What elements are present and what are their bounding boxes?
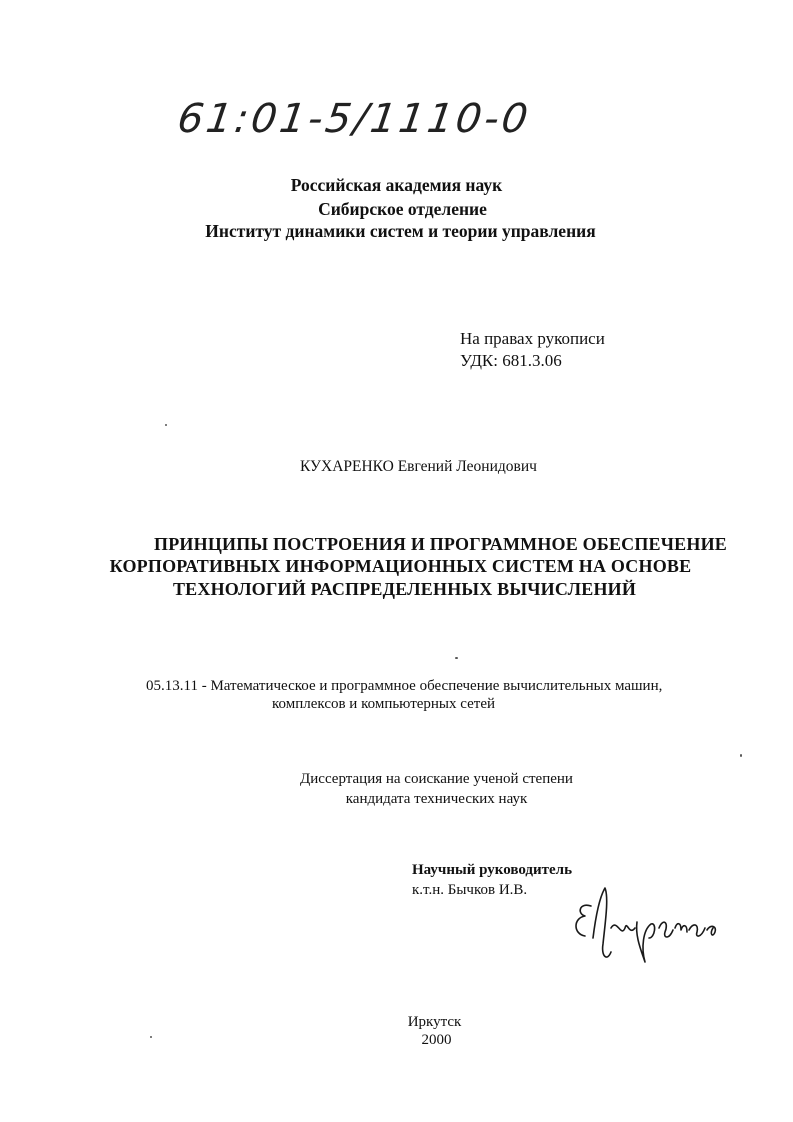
scan-speck (740, 754, 742, 757)
rights-label: На правах рукописи (460, 329, 605, 348)
city: Иркутск (407, 1014, 462, 1030)
advisor-name: к.т.н. Бычков И.В. (412, 882, 528, 898)
advisor-label: Научный руководитель (412, 862, 572, 878)
signature (565, 878, 735, 968)
author-name: КУХАРЕНКО Евгений Леонидович (300, 458, 537, 475)
title-line-1: ПРИНЦИПЫ ПОСТРОЕНИЯ И ПРОГРАММНОЕ ОБЕСПЕЧЕНИЕ (154, 534, 727, 554)
specialty-line-2: комплексов и компьютерных сетей (272, 696, 496, 712)
degree-line-1: Диссертация на соискание ученой степени (300, 771, 573, 787)
title-line-2: КОРПОРАТИВНЫХ ИНФОРМАЦИОННЫХ СИСТЕМ НА ОСНОВЕ (109, 556, 692, 576)
degree-line-2: кандидата технических наук (345, 791, 528, 807)
organization-line-1: Российская академия наук (290, 175, 503, 195)
scan-speck (455, 657, 458, 659)
archive-number: 61:01-5/1110-0 (174, 96, 534, 142)
organization-line-2: Сибирское отделение (318, 199, 487, 219)
scan-speck (150, 1036, 152, 1038)
advisor-block (412, 860, 572, 900)
organization-line-3: Институт динамики систем и теории управления (205, 221, 596, 241)
scan-speck (165, 424, 167, 426)
udc-code: УДК: 681.3.06 (460, 351, 562, 370)
title-line-3: ТЕХНОЛОГИЙ РАСПРЕДЕЛЕННЫХ ВЫЧИСЛЕНИЙ (172, 579, 637, 599)
year: 2000 (421, 1032, 452, 1048)
rights-block (460, 328, 605, 372)
specialty-line-1: 05.13.11 - Математическое и программное обеспечение вычислительных машин, (146, 678, 663, 694)
